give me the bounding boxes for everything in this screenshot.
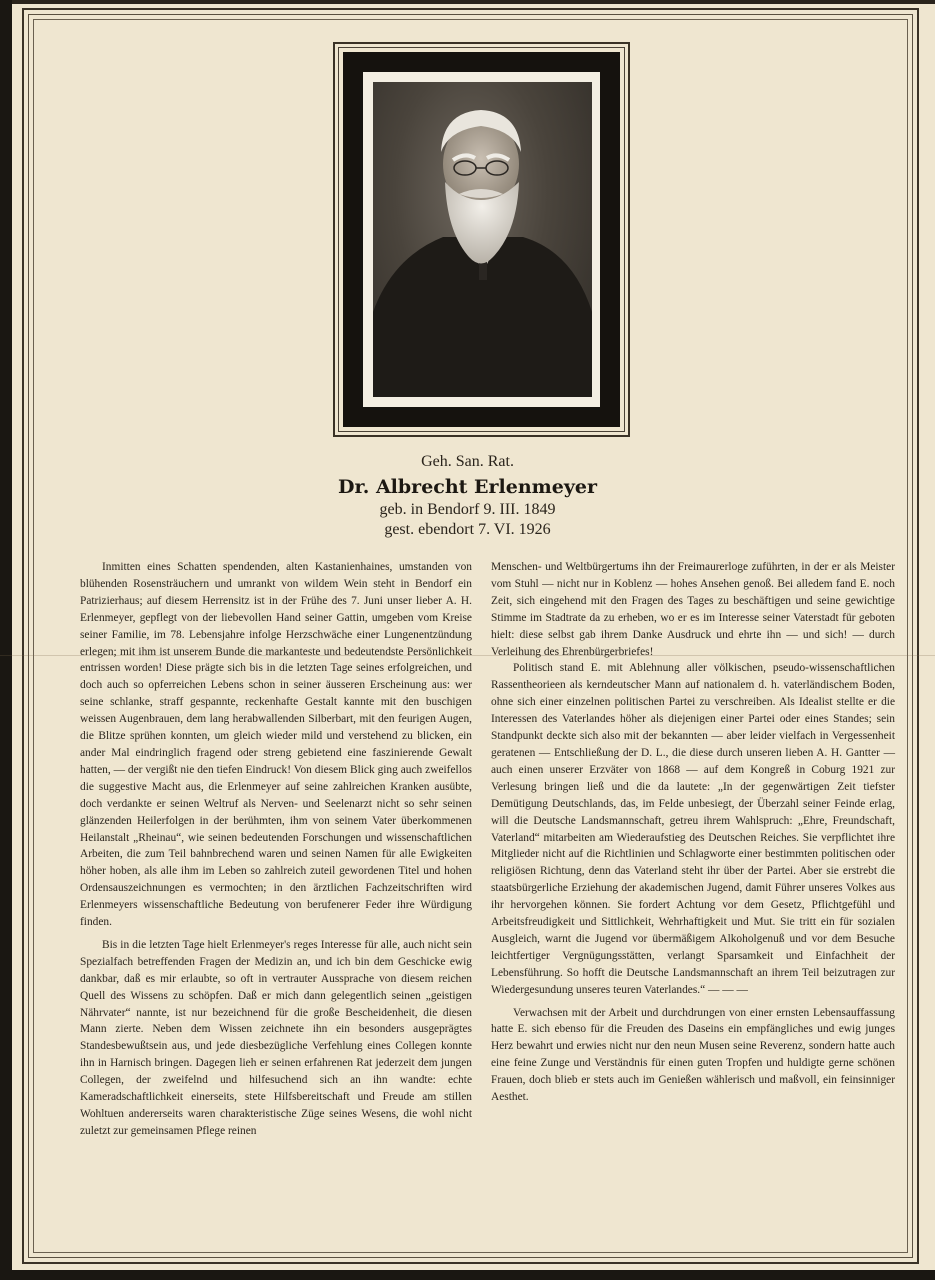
deceased-name: Dr. Albrecht Erlenmeyer [337, 476, 598, 498]
paragraph: Inmitten eines Schatten spendenden, alten Kastanienhaines, umstanden von blühenden Rosensträuchern und umrankt von wildem Wein steht in Bendorf ein Patrizierhaus; auf diesem Herrensitz ist in der Frühe des 7. Juni unser lieber A. H. Erlenmeyer, gepflegt von der liebevollen Hand seiner Gattin, umgeben vom Kreise seiner Familie, im 78. Lebensjahre infolge Herzschwäche einer Lungenentzündung erlegen; mit ihm ist unserem Bunde die markanteste und bedeutendste Persönlichkeit entrissen worden! Diese prägte sich bis in die letzten Tage seines erfolgreichen, und doch auch so opferreichen Lebens schon in seiner äusseren Erscheinung aus: wer seine schlanke, straff gespannte, reckenhafte Gestalt kannte mit den buschigen weissen Augenbrauen, dem lang herabwallenden Silberbart, mit den feurigen Augen, die Blitze sprühen konnten, um gleich wieder mild und verstehend zu blicken, ein ander Mal eindringlich fragend oder streng gebietend eine faszinierende Gewalt hatten, — der vergißt nie den tiefen Eindruck! Von diesem Blick ging auch zweifellos die suggestive Macht aus, die Erlenmeyer auf seine zahlreichen Kranken ausübte, doch verdankte er seinen Weltruf als Nerven- und Seelenarzt nicht so sehr seinen glänzenden Heilerfolgen in der berühmten, ihm von seinem Vater überkommenen Heilanstalt „Rheinau“, wie seinen bedeutenden Forschungen und wissenschaftlichen Arbeiten, die zum Teil bahnbrechend waren und seinen Namen für alle Ewigkeiten höher hoben, als alle ihm im Leben so zahlreich zuteil gewordenen Titel und hohen Ordensauszeichnungen es vermochten; in den ärztlichen Fachzeitschriften wird Erlenmeyers wissenschaftliche Bedeutung von berufenerer Feder ihre Würdigung finden. [80, 561, 472, 929]
paragraph: Bis in die letzten Tage hielt Erlenmeyer's reges Interesse für alle, auch nicht sein Spezialfach betreffenden Fragen der Medizin an, und ich bin dem Geschicke ewig dankbar, daß es mir erlaubte, so oft in vertrauter Aussprache von diesem reichen Quell des Wissens zu schöpfen. Daß er mich dann gelegentlich seinen „geistigen Nährvater“ nannte, ist nur bezeichnend für die große Bescheidenheit, die diesen Mann zierte. Neben dem Wissen zeichnete ihn ein besonders ausgeprägtes Standesbewußtsein aus, und jede diesbezügliche Verfehlung eines Collegen konnte ihn in Harnisch bringen. Dagegen lieh er seinen erfahrenen Rat jederzeit dem jungen Collegen, der zweifelnd und hilfesuchend sich an ihn wandte: echte Kameradschaftlichkeit einerseits, stete Hilfsbereitschaft und Freude am stillen Wohltuen andererseits waren charakteristische Züge seines Wesens, die wohl nicht zuletzt zur gemeinsamen Pflege reinen [80, 938, 472, 1137]
portrait-photo [373, 82, 592, 397]
page-edge-top [0, 0, 935, 4]
text-column-left [80, 559, 472, 1140]
death-line: gest. ebendort 7. VI. 1926 [384, 521, 551, 538]
portrait-photo-icon [373, 82, 592, 397]
paragraph: Menschen- und Weltbürgertums ihn der Freimaurerloge zuführten, in der er als Meister vom Stuhl — nicht nur in Koblenz — hohes Ansehen genoß. Bei alledem fand E. noch Zeit, sich eingehend mit den Fragen des Tages zu beschäftigen und seine gewichtige Stimme im Stadtrate da zu erheben, wo er es im Interesse seiner Vaterstadt für geboten hielt: diese selbst gab ihrem Danke Ausdruck und ehrte ihn — und sich! — durch Verleihung des Ehrenbürgerbriefes! [491, 561, 895, 658]
page-edge-left [0, 0, 12, 1280]
birth-line: geb. in Bendorf 9. III. 1849 [379, 501, 556, 518]
heading-block [270, 452, 665, 540]
paragraph: Verwachsen mit der Arbeit und durchdrungen von einer ernsten Lebensauffassung hatte E. sich ebenso für die Freuden des Daseins ein empfängliches und ewig junges Herz bewahrt und erwies nicht nur den neun Musen seine Reverenz, sondern hatte auch eine feine Zunge und Verständnis für einen guten Tropfen und huldigte gerne schönen Frauen, doch blieb er stets auch im Genießen wählerisch und maßvoll, ein feinsinniger Aesthet. [491, 1006, 895, 1104]
honorific-title: Geh. San. Rat. [421, 453, 514, 470]
paragraph: Politisch stand E. mit Ablehnung aller völkischen, pseudo-wissenschaftlichen Rassentheorieen als kerndeutscher Mann auf nationalem d. h. vaterländischem Boden, ohne sich einer einzelnen politischen Partei zu verschreiben. Als Idealist stellte er die Interessen des Vaterlandes höher als diejenigen einer Partei oder eines Standes; sein Standpunkt deckte sich also mit der bekannten — aber leider vielfach in Vergessenheit geratenen — Entschließung der D. L., die diese durch unseren lieben A. H. Gantter — auch einen unserer Erzväter von 1868 — auf dem Kongreß in Coburg 1921 zur Verlesung bringen ließ und die da lautete: „In der gegenwärtigen Zeit tiefster Demütigung Deutschlands, das, im Felde unbesiegt, der Überzahl seiner Feinde erlag, will die Deutsche Landsmannschaft, getreu ihrem Wahlspruch: „Ehre, Freundschaft, Vaterland“ mitarbeiten am Wiederaufstieg des Deutschen Reiches. Sie verpflichtet ihre Mitglieder nicht auf die Richtlinien und Schlagworte einer bestimmten politischen oder religiösen Richtung, denn das Vaterland steht ihr über der Partei. Aber sie erstrebt die staatsbürgerliche Erziehung der akademischen Jugend, damit Führer unseres Volkes aus ihr hervorgehen können. Sie fordert Achtung vor dem Gesetz, Pflichtgefühl und Arbeitsfreudigkeit und Sittlichkeit, Wehrhaftigkeit und Mut. Sie tritt ein für sozialen Ausgleich, warnt die Jugend vor übermäßigem Alkoholgenuß und vor dem Besuche leichtfertiger Vergnügungsstätten, verlangt Sparsamkeit und Einfachheit der Lebensführung. So hofft die Deutsche Landsmannschaft an ihrem Teil beizutragen zur Wiedergesundung unseres teuren Vaterlandes.“ — — — [491, 662, 895, 996]
page-edge-bottom [0, 1270, 935, 1280]
text-column-right [491, 559, 895, 1106]
